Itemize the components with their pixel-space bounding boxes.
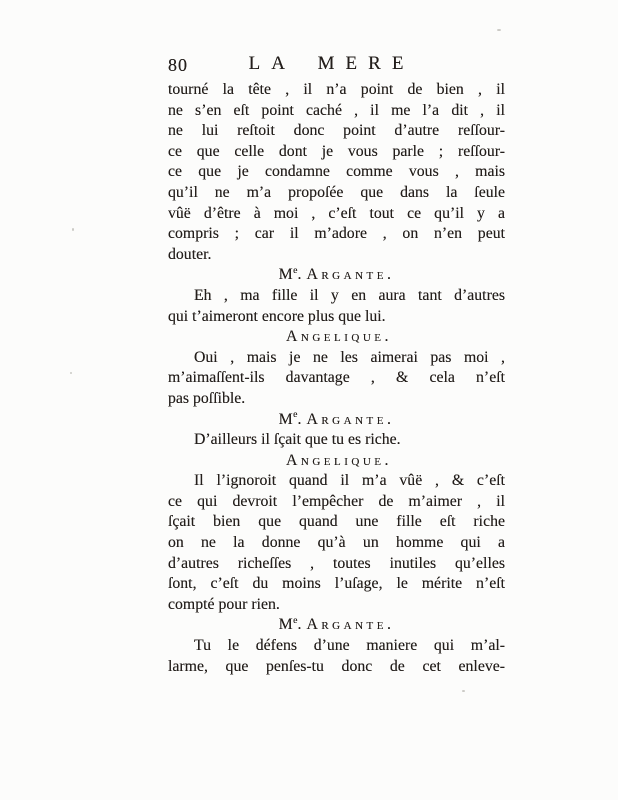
- text-line: douter.: [168, 245, 212, 263]
- scan-speck: [70, 372, 72, 374]
- text-line: larme, que penſes-tu donc de cet enleve-: [168, 657, 505, 675]
- text-line: compté pour rien.: [168, 595, 280, 613]
- text-line: ce que celle dont je vous parle ; reſſour-: [168, 142, 505, 160]
- text-line: pas poſſible.: [168, 389, 246, 407]
- page-header: [168, 53, 505, 77]
- text-line: d’autres richeſſes , toutes inutiles qu’elles: [168, 554, 505, 572]
- text-line: m’aimaſſent-ils davantage , & cela n’eſt: [168, 369, 505, 387]
- text-line: tourné la tête , il n’a point de bien , il: [168, 81, 505, 98]
- text-line: qui t’aimeront encore plus que lui.: [168, 307, 386, 325]
- scan-speck: [72, 228, 74, 231]
- text-line: ſont, c’eſt du moins l’uſage, le mérite n’eſt: [168, 575, 505, 593]
- text-line: ce que je condamne comme vous , mais: [168, 163, 505, 181]
- text-line: ne s’en eſt point caché , il me l’a dit , il: [168, 101, 505, 119]
- speaker-heading: Me. Argante.: [278, 264, 395, 284]
- text-line: compris ; car il m’adore , on n’en peut: [168, 225, 505, 243]
- text-line: Il l’ignoroit quand il m’a vûë , & c’eſt: [194, 472, 505, 490]
- text-line: on ne la donne qu’à un homme qui a: [168, 534, 505, 552]
- text-line: Eh , ma fille il y en aura tant d’autres: [194, 286, 505, 304]
- text-line: Tu le défens d’une maniere qui m’al-: [194, 637, 505, 655]
- running-title: LA MERE: [248, 53, 415, 74]
- text-line: ce qui devroit l’empêcher de m’aimer , il: [168, 492, 505, 510]
- scan-speck: [462, 690, 465, 692]
- text-line: ne lui reſtoit donc point d’autre reſſour-: [168, 122, 505, 140]
- text-line: ſçait bien que quand une fille eſt riche: [168, 513, 505, 531]
- speaker-heading: Angelique.: [286, 328, 392, 346]
- text-line: vûë d’être à moi , c’eſt tout ce qu’il y a: [168, 204, 505, 222]
- speaker-heading: Angelique.: [286, 451, 392, 469]
- speaker-heading: Me. Argante.: [278, 408, 395, 428]
- text-line: D’ailleurs il ſçait que tu es riche.: [194, 431, 401, 449]
- speaker-heading: Me. Argante.: [278, 614, 395, 634]
- page-number: 80: [168, 55, 188, 75]
- scan-speck: [497, 29, 501, 31]
- text-line: Oui , mais je ne les aimerai pas moi ,: [194, 348, 505, 366]
- text-line: qu’il ne m’a propoſée que dans la ſeule: [168, 183, 505, 201]
- text-block: [168, 80, 505, 677]
